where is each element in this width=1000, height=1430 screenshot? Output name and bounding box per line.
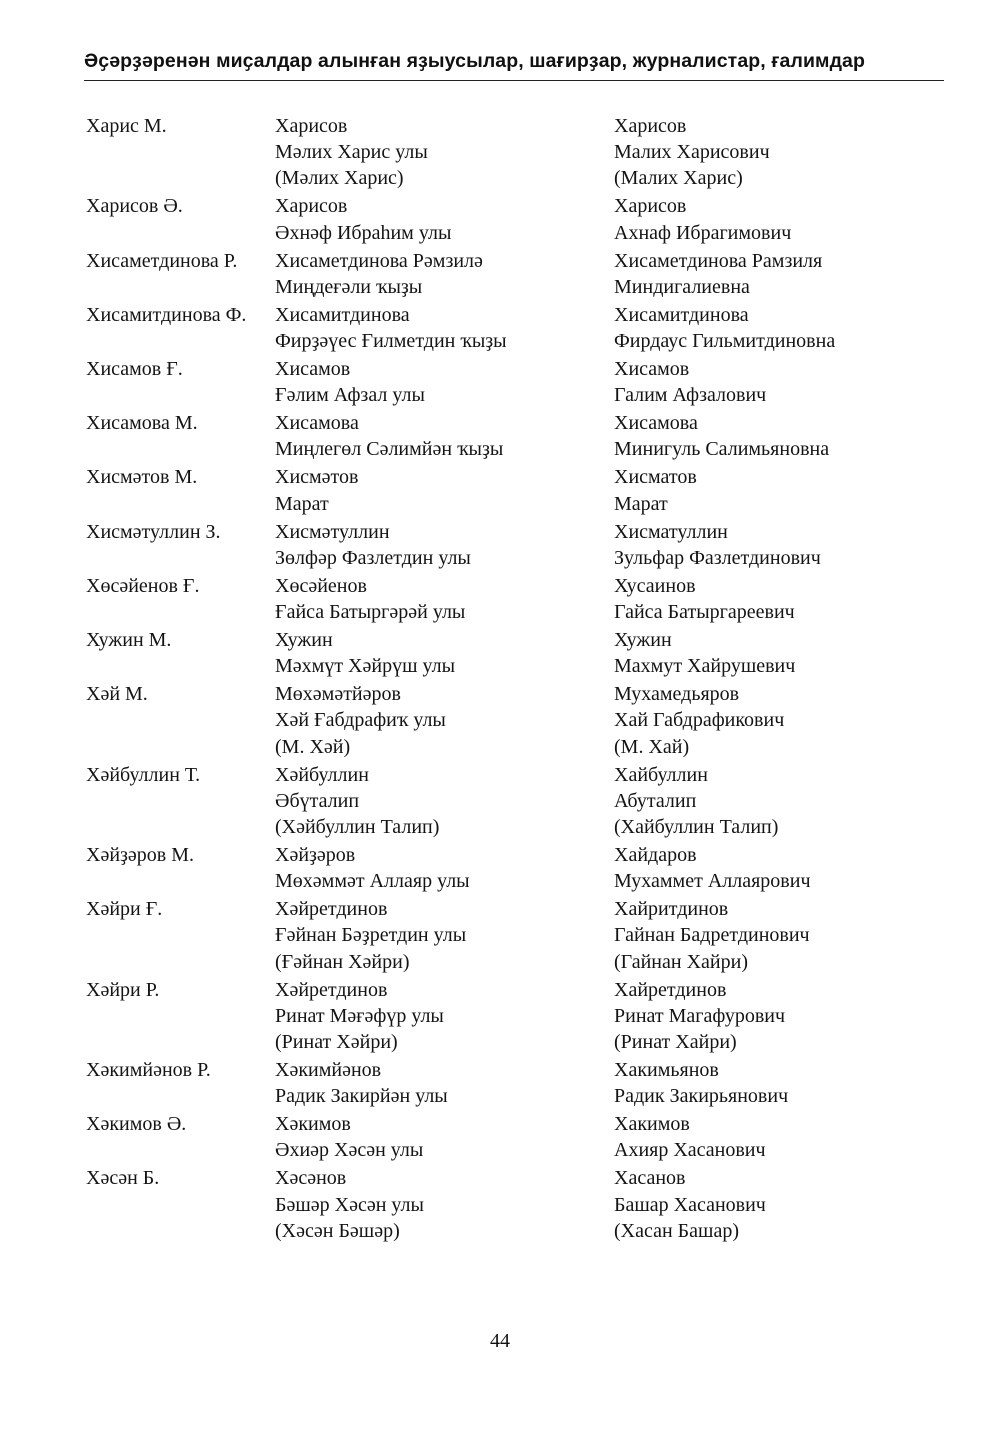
russian-full-name [614,1165,946,1244]
name-entry [86,464,946,516]
russian-name-line: Хайбуллин [614,763,708,786]
short-name: Хәйҙәров М. [86,844,195,867]
bashkir-full-name [275,977,614,1056]
short-name: Хисаметдинова Р. [86,249,238,272]
bashkir-name-line: Хәкимйәнов [275,1059,382,1082]
bashkir-full-name [275,681,614,760]
russian-name-line: Хакимьянов [614,1059,719,1082]
russian-name-line: Хисамов [614,358,690,381]
bashkir-full-name [275,519,614,571]
bashkir-name-line: (Ғәйнан Хәйри) [275,950,410,973]
bashkir-full-name [275,113,614,192]
bashkir-full-name [275,302,614,354]
header-divider [84,80,944,81]
russian-name-line: Радик Закирьянович [614,1085,789,1108]
name-entry [86,573,946,625]
bashkir-name-line: Мөхәмәтйәров [275,683,401,706]
bashkir-name-line: Харисов [275,115,348,137]
russian-name-line: (Малих Харис) [614,167,743,190]
russian-name-line: Мухамедьяров [614,683,740,706]
bashkir-name-line: Хисамитдинова [275,303,410,326]
short-name: Хәкимов Ә. [86,1113,187,1136]
bashkir-name-line: Бәшәр Хәсән улы [275,1193,424,1216]
bashkir-name-line: Хәкимов [275,1113,351,1136]
page-number: 44 [490,1330,510,1352]
name-entry [86,248,946,300]
name-entry [86,977,946,1056]
russian-full-name [614,977,946,1056]
russian-full-name [614,464,946,516]
bashkir-full-name [275,896,614,975]
russian-full-name [614,193,946,245]
name-entry [86,1111,946,1163]
russian-name-line: Хисматуллин [614,520,728,543]
name-entry [86,356,946,408]
short-name: Хәйри Ғ. [86,898,163,921]
russian-full-name [614,410,946,462]
bashkir-full-name [275,193,614,245]
bashkir-name-line: Харисов [275,195,348,218]
bashkir-name-line: Ғәлим Афзал улы [275,384,425,407]
bashkir-name-line: Хәйбуллин [275,763,369,786]
name-entry [86,1057,946,1109]
russian-full-name [614,302,946,354]
bashkir-name-line: Хәсәнов [275,1167,347,1190]
bashkir-full-name [275,1111,614,1163]
bashkir-full-name [275,762,614,841]
short-name: Хисмәтуллин З. [86,520,221,543]
bashkir-name-line: Хисмәтов [275,466,359,489]
russian-name-line: Мухаммет Аллаярович [614,870,811,893]
russian-full-name [614,762,946,841]
bashkir-name-line: Ринат Мәғәфүр улы [275,1004,444,1027]
short-name: Хәйри Р. [86,978,160,1001]
russian-name-line: Хайдаров [614,844,697,867]
short-name: Хәй М. [86,683,148,706]
russian-name-line: (Хайбуллин Талип) [614,816,779,839]
russian-name-line: Хайретдинов [614,978,727,1001]
bashkir-full-name [275,573,614,625]
russian-name-line: Хай Габдрафикович [614,709,785,732]
russian-name-line: Ахнаф Ибрагимович [614,221,792,244]
name-entry [86,896,946,975]
short-name: Хисамитдинова Ф. [86,303,247,326]
bashkir-name-line: Хисамов [275,358,351,381]
bashkir-name-line: Әхиәр Хәсән улы [275,1139,424,1162]
bashkir-full-name [275,248,614,300]
name-entry [86,302,946,354]
name-entry [86,681,946,760]
russian-name-line: Ринат Магафурович [614,1004,786,1027]
russian-full-name [614,248,946,300]
bashkir-name-line: Мәлих Харис улы [275,141,428,164]
bashkir-name-line: Хисмәтуллин [275,520,390,543]
russian-name-line: Хисаметдинова Рамзиля [614,249,823,272]
bashkir-name-line: Хәйретдинов [275,898,388,921]
russian-name-line: Гайнан Бадретдинович [614,924,810,947]
russian-name-line: (Гайнан Хайри) [614,950,748,973]
short-name: Хәкимйәнов Р. [86,1059,211,1082]
russian-name-line: (Хасан Башар) [614,1219,739,1242]
russian-name-line: Хусаинов [614,574,696,597]
russian-full-name [614,356,946,408]
russian-name-line: Махмут Хайрушевич [614,655,796,678]
name-entry [86,842,946,894]
bashkir-name-line: Миңдеғәли ҡыҙы [275,275,423,298]
short-name: Хужин М. [86,629,172,652]
russian-full-name [614,681,946,760]
russian-name-line: Ахияр Хасанович [614,1139,766,1162]
bashkir-name-line: (Мәлих Харис) [275,167,404,190]
russian-name-line: (М. Хай) [614,735,690,758]
bashkir-name-line: Хәй Ғабдрафиҡ улы [275,709,446,732]
short-name: Хисамова М. [86,412,198,435]
name-entry [86,627,946,679]
bashkir-name-line: Фирҙәүес Ғилметдин ҡыҙы [275,330,507,353]
bashkir-name-line: Әбүталип [275,789,360,812]
bashkir-full-name [275,627,614,679]
russian-name-line: Хужин [614,629,672,652]
russian-name-line: Гайса Батыргареевич [614,601,795,624]
russian-full-name [614,519,946,571]
russian-name-line: Хакимов [614,1113,690,1136]
name-entry [86,193,946,245]
bashkir-name-line: Радик Закирйән улы [275,1085,448,1108]
russian-name-line: Башар Хасанович [614,1193,766,1216]
bashkir-name-line: Миңлегөл Сәлимйән ҡыҙы [275,438,504,461]
russian-name-line: Хайритдинов [614,898,729,921]
russian-full-name [614,1111,946,1163]
name-entry [86,519,946,571]
bashkir-name-line: Хисаметдинова Рәмзилә [275,249,483,272]
bashkir-name-line: Әхнәф Ибраһим улы [275,221,452,244]
bashkir-full-name [275,842,614,894]
russian-full-name [614,842,946,894]
bashkir-full-name [275,1165,614,1244]
russian-name-line: Фирдаус Гильмитдиновна [614,330,836,353]
bashkir-full-name [275,464,614,516]
name-entry [86,113,946,192]
russian-name-line: (Ринат Хайри) [614,1031,737,1054]
bashkir-name-line: Хөсәйенов [275,574,367,597]
russian-name-line: Малих Харисович [614,141,770,164]
russian-full-name [614,573,946,625]
russian-full-name [614,1057,946,1109]
bashkir-full-name [275,410,614,462]
bashkir-name-line: (М. Хәй) [275,735,351,758]
russian-name-line: Хисамова [614,412,698,435]
russian-name-line: Марат [614,492,668,515]
bashkir-name-line: Хәйҙәров [275,844,356,867]
author-name-list [86,113,946,1246]
short-name: Хисамов Ғ. [86,358,183,381]
short-name: Харисов Ә. [86,195,183,218]
name-entry [86,1165,946,1244]
bashkir-name-line: (Хәйбуллин Талип) [275,816,440,839]
russian-name-line: Хасанов [614,1167,686,1190]
russian-full-name [614,627,946,679]
bashkir-full-name [275,1057,614,1109]
russian-name-line: Хисамитдинова [614,303,749,326]
bashkir-full-name [275,356,614,408]
name-entry [86,762,946,841]
bashkir-name-line: (Ринат Хәйри) [275,1031,398,1054]
russian-name-line: Харисов [614,115,687,137]
bashkir-name-line: Хисамова [275,412,359,435]
short-name: Хәйбуллин Т. [86,763,201,786]
russian-name-line: Миндигалиевна [614,275,750,298]
running-header: Әҫәрҙәренән миҫалдар алынған яҙыусылар, шағирҙар, журналистар, ғалимдар [84,50,866,72]
russian-full-name [614,113,946,192]
bashkir-name-line: Марат [275,492,329,515]
russian-name-line: Галим Афзалович [614,384,767,407]
bashkir-name-line: Мәхмүт Хәйрүш улы [275,655,456,678]
bashkir-name-line: Зөлфәр Фазлетдин улы [275,546,471,569]
russian-name-line: Харисов [614,195,687,218]
bashkir-name-line: (Хәсән Бәшәр) [275,1219,400,1242]
bashkir-name-line: Ғәйнан Бәҙретдин улы [275,924,467,947]
russian-name-line: Хисматов [614,466,697,489]
bashkir-name-line: Мөхәммәт Аллаяр улы [275,870,470,893]
russian-full-name [614,896,946,975]
short-name: Хәсән Б. [86,1167,160,1190]
short-name: Хөсәйенов Ғ. [86,574,200,597]
russian-name-line: Минигуль Салимьяновна [614,438,830,461]
bashkir-name-line: Ғайса Батыргәрәй улы [275,601,466,624]
russian-name-line: Зульфар Фазлетдинович [614,546,821,569]
bashkir-name-line: Хәйретдинов [275,978,388,1001]
short-name: Харис М. [86,115,167,137]
bashkir-name-line: Хужин [275,629,333,652]
russian-name-line: Абуталип [614,789,697,812]
name-entry [86,410,946,462]
short-name: Хисмәтов М. [86,466,198,489]
